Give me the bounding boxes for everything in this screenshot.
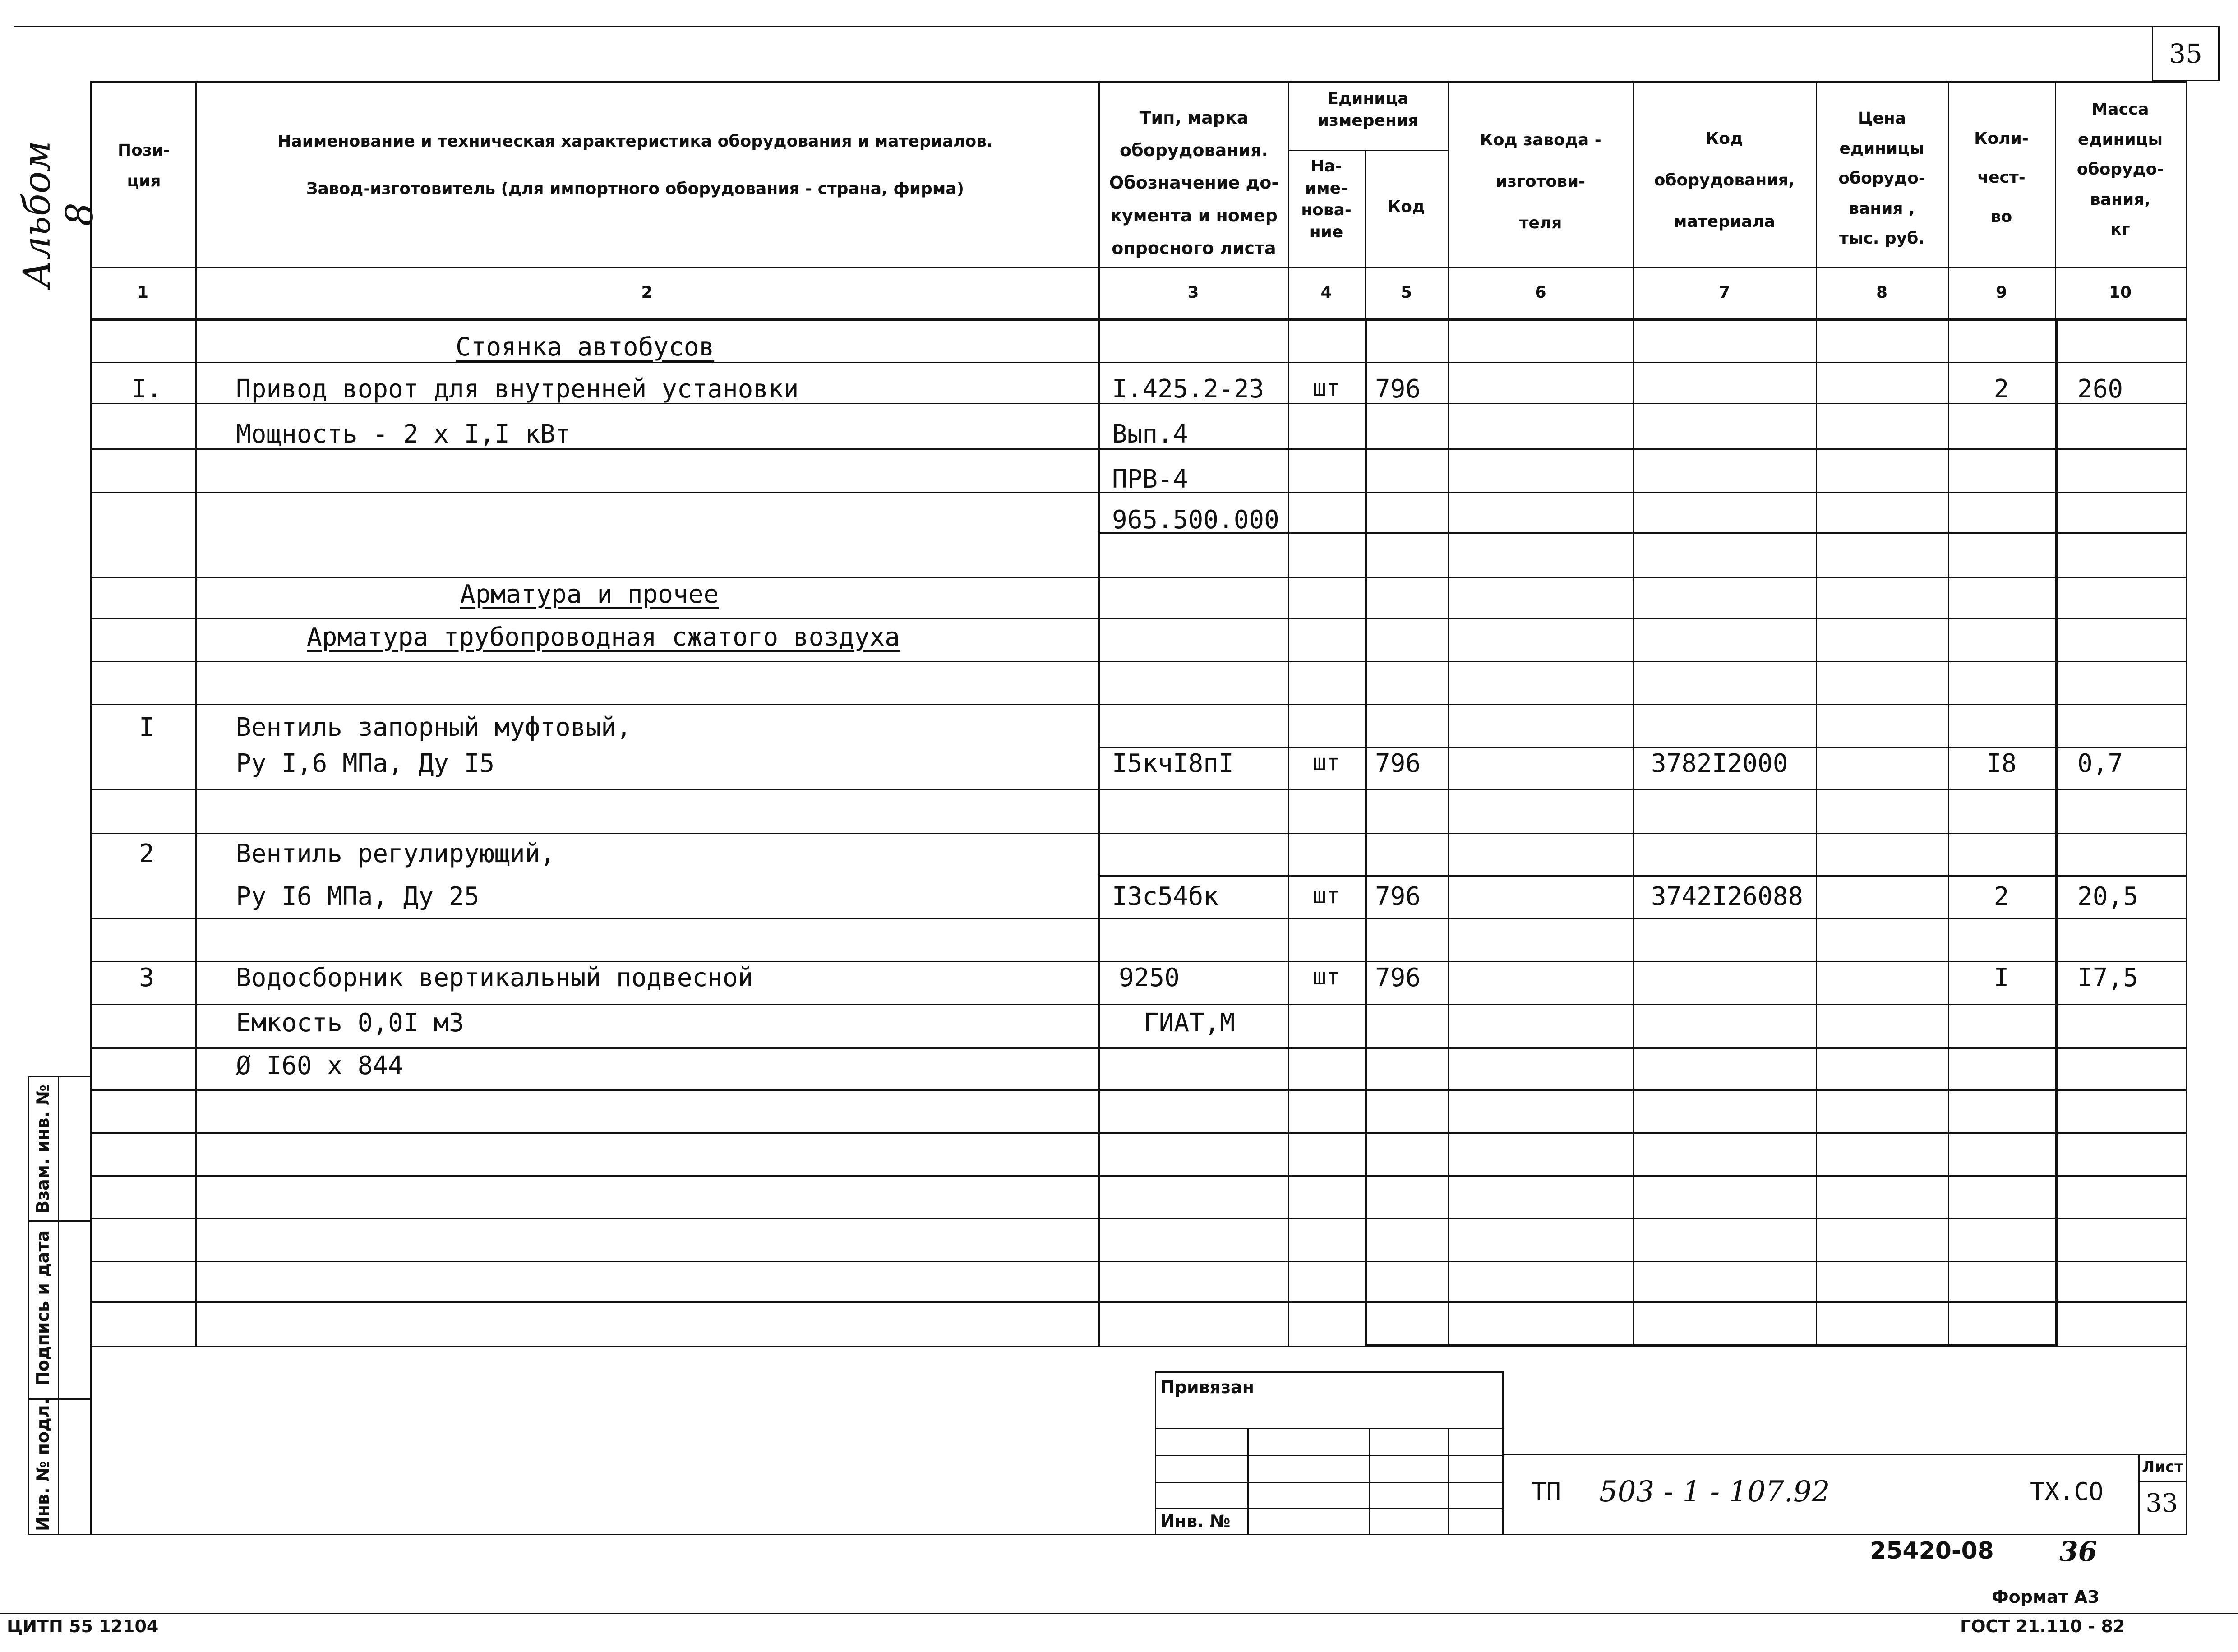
column-number: 3 [1187,283,1199,302]
column-number: 2 [641,283,653,302]
doc-line [1502,1454,2186,1455]
row-line [90,961,2186,962]
header-quantity: Коли- чест- во [1974,129,2029,226]
cell-name: Арматура и прочее [460,580,719,609]
cell-name: Ру I6 МПа, Ду 25 [236,882,480,911]
row-line [90,1175,2186,1177]
stamp-line [28,1534,91,1535]
col-line-2 [1098,81,1100,1347]
cell-mass: 260 [2077,374,2123,404]
column-number: 9 [1995,283,2007,302]
cell-type: ПРВ-4 [1112,465,1188,494]
cell-unit: шт [1312,964,1340,990]
col-line-5 [1448,81,1449,1347]
privyazan-line [1247,1428,1249,1534]
gost-label: ГОСТ 21.110 - 82 [1960,1616,2125,1636]
privyazan-line [1155,1508,1502,1509]
cell-name: Емкость 0,0I м3 [236,1008,464,1038]
cell-type: I3с54бк [1112,882,1219,911]
privyazan-line [1155,1371,1156,1534]
frame-line [90,1534,2186,1535]
cell-equip: 3782I2000 [1651,749,1788,778]
row-line [1098,747,2186,748]
row-line [90,362,2186,363]
header-name-line1: Наименование и техническая характеристика оборудования и материалов. [277,132,993,151]
stamp-line [28,1076,29,1534]
document-number: 503 - 1 - 107.92 [1599,1475,1830,1509]
cell-type: I5кчI8пI [1112,749,1234,778]
col-line-8 [1948,81,1949,1347]
inv-number-label: Инв. № [1160,1511,1231,1531]
stamp-line [28,1220,91,1222]
header-unit: Единица измерения [1317,89,1419,130]
row-line [90,618,2186,619]
row-line [90,577,2186,578]
column-number: 4 [1320,283,1332,302]
row-line [90,1004,2186,1005]
cell-pos: 3 [139,963,154,992]
privyazan-line [1502,1371,1504,1534]
unit-sub-line [1288,150,1448,151]
format-label: Формат А3 [1992,1587,2100,1607]
cell-mass: I7,5 [2077,963,2138,992]
cell-name: Мощность - 2 x I,I кВт [236,420,571,449]
cell-code: 796 [1375,374,1421,404]
header-bottom [90,267,2186,268]
header-name-line2: Завод-изготовитель (для импортного оборудования - страна, фирма) [306,180,964,198]
cell-unit: шт [1312,882,1340,909]
cell-code: 796 [1375,882,1421,911]
cell-name: Ø I60 x 844 [236,1051,403,1080]
doc-line [2138,1481,2186,1482]
cell-pos: I. [131,374,162,404]
corner-sheet-number: 35 [2169,38,2202,69]
row-line [90,918,2186,919]
cell-code: 796 [1375,963,1421,992]
document-code: ТХ.СО [2030,1477,2104,1506]
row-line [90,704,2186,705]
cell-mass: 0,7 [2077,749,2123,778]
column-number: 6 [1535,283,1546,302]
privyazan-line [1155,1455,1502,1456]
stamp-signature-date: Подпись и дата [33,1230,53,1386]
row-line [90,1346,2186,1347]
column-number: 1 [137,283,149,302]
cell-qty: 2 [1993,374,2009,404]
column-number: 7 [1718,283,1730,302]
cell-type: 9250 [1119,963,1180,992]
cell-name: Вентиль запорный муфтовый, [236,713,632,742]
privyazan-line [1369,1428,1370,1534]
sheet-label: Лист [2142,1458,2183,1476]
row-line [90,1047,2186,1049]
privyazan-line [1155,1482,1502,1483]
header-position: Пози- ция [118,141,170,191]
privyazan-line [1448,1428,1449,1534]
cell-name: Стоянка автобусов [456,332,715,362]
stamp-line [28,1076,91,1077]
privyazan-label: Привязан [1160,1377,1255,1397]
row-line [90,1301,2186,1303]
row-line [90,661,2186,662]
col-line-7 [1816,81,1817,1347]
cell-name: Водосборник вертикальный подвесной [236,963,753,992]
row-line [90,789,2186,790]
footer-line [0,1613,2238,1614]
cell-mass: 20,5 [2077,882,2138,911]
header-type: Тип, марка оборудования. Обозначение до- кумента и номер опросного листа [1109,108,1279,258]
cell-type: I.425.2-23 [1112,374,1264,404]
tp-label: ТП [1532,1477,1561,1506]
cell-pos: 2 [139,839,154,868]
album-label: Альбом 8 [16,140,102,288]
row-line [90,1218,2186,1219]
archive-number: 25420-08 [1870,1537,1994,1564]
sheet-number: 33 [2146,1489,2178,1518]
col-line-3 [1288,81,1289,1347]
row-line [1098,875,2186,877]
header-unit-name: На- име- нова- ние [1301,157,1352,241]
archive-sheet: 36 [2059,1536,2097,1568]
cell-equip: 3742I26088 [1651,882,1804,911]
column-number: 8 [1876,283,1888,302]
column-number: 5 [1400,283,1412,302]
stamp-line [58,1076,59,1534]
header-unit-code: Код [1387,198,1426,216]
column-number: 10 [2109,283,2132,302]
frame-line [2186,1346,2187,1535]
col-line-1 [195,81,197,1347]
stamp-replacement-inv: Взам. инв. № [33,1084,53,1214]
cell-qty: 2 [1993,882,2009,911]
row-line [90,833,2186,834]
col-line-6 [1633,81,1634,1347]
cell-unit: шт [1312,375,1340,401]
row-line [90,1132,2186,1134]
colnum-bottom [90,318,2186,321]
cell-qty: I8 [1986,749,2017,778]
cell-code: 796 [1375,749,1421,778]
cell-name: Привод ворот для внутренней установки [236,374,799,404]
header-mass: Масса единицы оборудо- вания, кг [2076,100,2164,239]
cell-unit: шт [1312,749,1340,775]
cell-type: Вып.4 [1112,420,1188,449]
row-line [90,1261,2186,1262]
cell-type: 965.500.000 [1112,505,1279,535]
tsitp-label: ЦИТП 55 12104 [7,1616,159,1636]
row-line [90,1089,2186,1091]
header-factory-code: Код завода - изготови- теля [1480,131,1601,232]
header-equipment-code: Код оборудования, материала [1654,129,1795,231]
privyazan-line [1155,1428,1502,1429]
col-line-10 [2186,81,2187,1347]
stamp-original-inv: Инв. № подл. [33,1398,53,1532]
cell-name: Ру I,6 МПа, Ду I5 [236,749,495,778]
header-price: Цена единицы оборудо- вания , тыс. руб. [1838,109,1925,248]
cell-type: ГИАТ,М [1144,1008,1235,1038]
cell-pos: I [139,713,154,742]
table-top [90,81,2186,83]
cell-qty: I [1993,963,2009,992]
cell-name: Вентиль регулирующий, [236,839,556,868]
privyazan-line [1155,1371,1502,1373]
cell-name: Арматура трубопроводная сжатого воздуха [307,623,900,652]
